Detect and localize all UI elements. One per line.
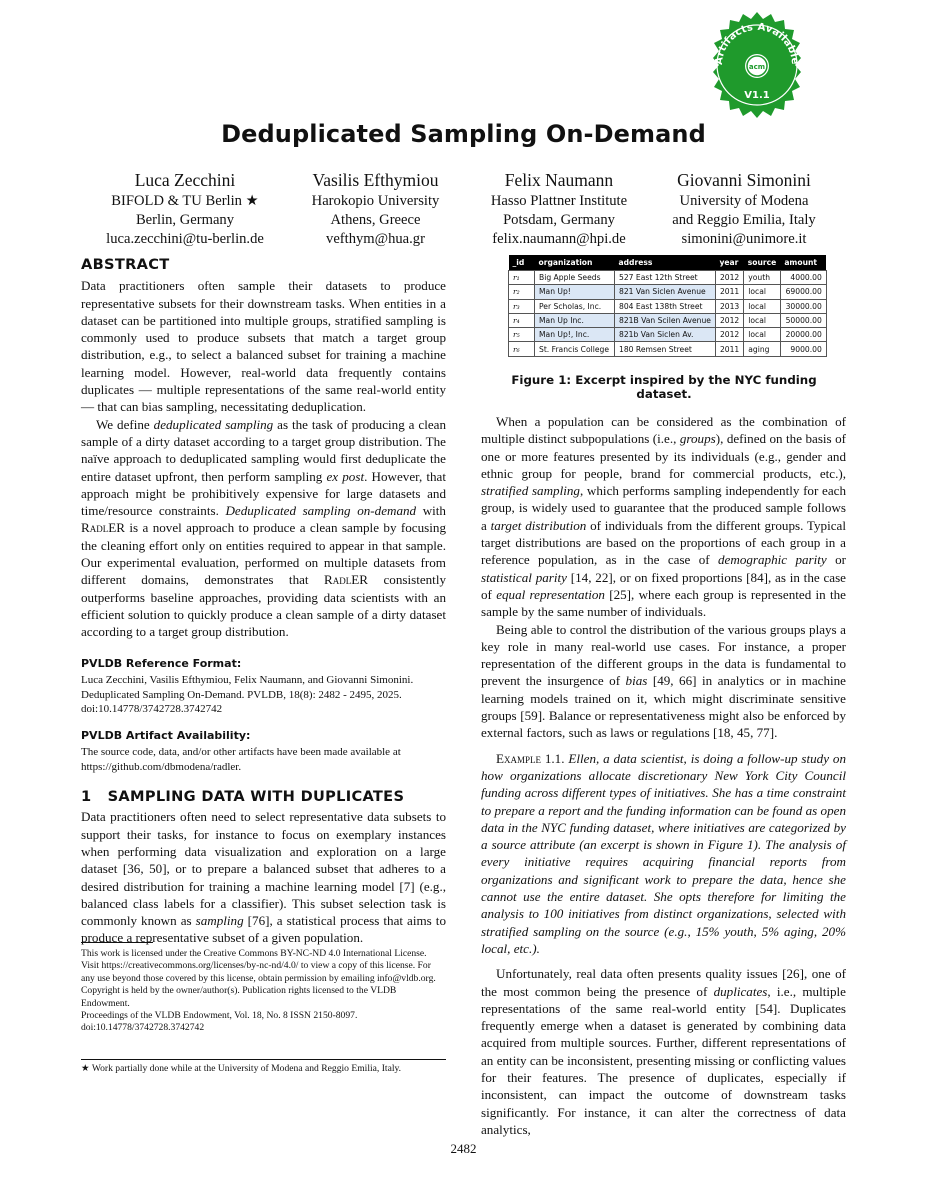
right-paragraph-3: Unfortunately, real data often presents quality issues [26], one of the most common being the presence of duplicates, i.e., multiple representations of the same real-world entity [54]. Duplicates frequently emerge when a dataset is generated by combining data acquired from multiple sources. Further, different representations of an entity can be inconsistent, presenting missing or conflicting values for their features. The presence of duplicates, especially if inconsistent, can impact the outcome of downstream tasks significantly. For instance, it can alter the correctness of data analytics, (481, 966, 846, 1137)
section-1-heading: 1 SAMPLING DATA WITH DUPLICATES (81, 788, 405, 806)
table-cell-year: 2012 (715, 271, 743, 285)
author-name: Giovanni Simonini (677, 170, 811, 190)
table-cell-org: Per Scholas, Inc. (535, 299, 615, 313)
column-header: organization (535, 255, 615, 271)
paper-title: Deduplicated Sampling On-Demand (221, 120, 706, 148)
table-cell-org: Man Up Inc. (535, 313, 615, 327)
page-number: 2482 (450, 1141, 477, 1156)
table-row (509, 313, 827, 327)
author-1 (95, 170, 275, 249)
table-row (509, 271, 827, 285)
table-row (509, 299, 827, 313)
column-header: source (744, 255, 781, 271)
table-body (509, 271, 827, 357)
example-label: Example 1.1. (496, 750, 565, 766)
table-cell-org: Big Apple Seeds (535, 271, 615, 285)
author-name: Vasilis Efthymiou (312, 170, 439, 190)
author-affiliation: Hasso Plattner Institute (490, 193, 628, 209)
right-column (481, 413, 846, 1138)
abstract-heading: ABSTRACT (81, 256, 170, 273)
section-1-paragraph: Data practitioners often need to select representative data subsets to support their tasks, for instance to focus on exemplary instances when performing data visualization and exploration on a large dataset [36, 50], or to prepare a balanced subset that adheres to a desired distribution for training a machine learning model [7] (e.g., balanced class labels for a classifier). This subset selection task is commonly known as sampling [76], a statistical process that aims to produce a representative subset of a given population. (81, 809, 446, 946)
pvldb-reference (81, 657, 446, 717)
footnote-divider (81, 1059, 446, 1060)
license-text: This work is licensed under the Creative Commons BY-NC-ND 4.0 International License. Visit https://creativecommons.org/licenses/by-nc-nd/4.0/ to view a copy of this license. For any use beyond those covered by this license, obtain permission by emailing info@vldb.org. Copyright is held by the owner/author(s). Publication rights licensed to the VLDB Endowment. (81, 948, 436, 1009)
table-cell-year: 2012 (715, 328, 743, 342)
table-cell-org: St. Francis College (535, 342, 615, 356)
author-2 (288, 170, 463, 249)
table-cell-addr: 821 Van Siclen Avenue (615, 285, 716, 299)
table-cell-source: local (744, 299, 781, 313)
doi-text: doi:10.14778/3742728.3742742 (81, 1022, 205, 1034)
badge-top-text: Artifacts Available (713, 21, 801, 66)
author-name: Felix Naumann (504, 170, 614, 190)
table-cell-addr: 527 East 12th Street (615, 271, 716, 285)
column-header: _id (509, 255, 535, 271)
right-paragraph-1: When a population can be considered as the combination of multiple distinct subpopulations (i.e., groups), defined on the basis of one or more features presented by its individuals (e.g., gender and ethnic group for people, brand for commercial products, etc.), stratified sampling, which performs sampling independently for each group, is widely used to guarantee that the produced sample follows a target distribution of individuals from the different groups. Typical target distributions are based on the proportions of each group in a reference population, as in the case of demographic parity or statistical parity [14, 22], or on fixed proportions [84], as in the case of equal representation [25], where each group is represented in the sample by the same number of individuals. (481, 414, 846, 620)
table-cell-year: 2011 (715, 285, 743, 299)
table-cell-org: Man Up!, Inc. (535, 328, 615, 342)
table-cell-year: 2012 (715, 313, 743, 327)
author-location: Berlin, Germany (135, 212, 235, 228)
table-cell-amount: 69000.00 (780, 285, 826, 299)
table-cell-source: youth (744, 271, 781, 285)
table-cell-addr: 804 East 138th Street (615, 299, 716, 313)
table-cell-amount: 4000.00 (780, 271, 826, 285)
left-column (81, 256, 446, 947)
author-affiliation: Harokopio University (311, 193, 440, 209)
table-cell-source: local (744, 285, 781, 299)
table-row (509, 342, 827, 356)
table-cell-amount: 30000.00 (780, 299, 826, 313)
table-cell-source: local (744, 328, 781, 342)
right-paragraph-2: Being able to control the distribution of the various groups plays a key role in many real-world use cases. For instance, a proper representation of the different groups in the data is fundamental to prevent the insurgence of bias [49, 66] in analytics or in machine learning models trained on it, which might discriminate sensitive groups [59]. Balance or representativeness might also be enforced by external factors, such as laws or regulations [18, 45, 77]. (481, 621, 846, 741)
table-cell-id: r₁ (509, 271, 535, 285)
author-email[interactable]: felix.naumann@hpi.de (492, 231, 626, 247)
star-footnote: ★ Work partially done while at the University of Modena and Reggio Emilia, Italy. (81, 1063, 402, 1074)
table-row (509, 328, 827, 342)
author-location: and Reggio Emilia, Italy (672, 212, 816, 228)
figure-1-caption: Figure 1: Excerpt inspired by the NYC funding dataset. (511, 373, 817, 401)
table-cell-org: Man Up! (535, 285, 615, 299)
footnote-rule (81, 942, 153, 943)
column-header: year (715, 255, 743, 271)
artifacts-available-badge (702, 10, 812, 120)
badge-acm-logo: acm (748, 63, 766, 71)
table-cell-id: r₅ (509, 328, 535, 342)
table-cell-year: 2013 (715, 299, 743, 313)
author-3 (470, 170, 648, 249)
pvldb-artifact (81, 729, 446, 775)
table-cell-amount: 50000.00 (780, 313, 826, 327)
author-email[interactable]: vefthym@hua.gr (326, 231, 425, 247)
table-row (509, 285, 827, 299)
table-cell-amount: 9000.00 (780, 342, 826, 356)
example-1-1 (481, 750, 846, 958)
column-header: address (615, 255, 716, 271)
table-cell-id: r₂ (509, 285, 535, 299)
table-cell-year: 2011 (715, 342, 743, 356)
abstract-paragraph-2: We define deduplicated sampling as the task of producing a clean sample of a dirty dataset according to a target group distribution. The naïve approach to deduplicated sampling would first deduplicate the entire dataset upfront, then perform sampling ex post. However, that approach might be prohibitively expensive for large datasets and time/resource constraints. Deduplicated sampling on-demand with RadlER is a novel approach to produce a clean sample by focusing the cleaning effort only on entities required to appear in that sample. Our experimental evaluation, performed on multiple datasets from different domains, demonstrates that RadlER consistently outperforms baseline approaches, providing data scientists with an efficient solution to quickly produce a clean sample of a dirty dataset according to a target group distribution. (81, 416, 447, 640)
example-text: Ellen, a data scientist, is doing a follow-up study on how organizations allocate discretionary New York City Council funding across different types of initiatives. She has a time constraint to prepare a report and the funding information can be found as open data in the NYC funding dataset, where initiatives are categorized by a source attribute (an excerpt is shown in Figure 1). The analysis of every initiative requires acquiring financial reports from organizations and significant work to prepare the data, hence she cannot use the entire dataset. She opts therefore for limiting the analysis to 100 initiatives from distinct organizations, selected with stratified sampling on the source (e.g., 15% youth, 5% aging, 20% local, etc.). (481, 750, 846, 956)
author-location: Potsdam, Germany (503, 212, 615, 228)
author-name: Luca Zecchini (134, 170, 236, 190)
table-cell-addr: 821b Van Siclen Av. (615, 328, 716, 342)
table-cell-source: aging (744, 342, 781, 356)
column-header: amount (780, 255, 826, 271)
table-cell-id: r₆ (509, 342, 535, 356)
table-cell-source: local (744, 313, 781, 327)
figure-1-table (508, 255, 827, 357)
author-email[interactable]: luca.zecchini@tu-berlin.de (106, 231, 264, 247)
author-4 (660, 170, 828, 249)
table-cell-amount: 20000.00 (780, 328, 826, 342)
pvldb-artifact-heading: PVLDB Artifact Availability: (81, 728, 251, 742)
pvldb-reference-text: Luca Zecchini, Vasilis Efthymiou, Felix Naumann, and Giovanni Simonini. Deduplicated Sampling On-Demand. PVLDB, 18(8): 2482 - 2495, 2025. doi:10.14778/3742728.3742742 (81, 674, 414, 716)
table-cell-addr: 180 Remsen Street (615, 342, 716, 356)
author-affiliation: BIFOLD & TU Berlin ★ (111, 193, 259, 209)
author-location: Athens, Greece (330, 212, 421, 228)
badge-version: V1.1 (744, 90, 770, 101)
license-footnote (81, 948, 446, 1035)
pvldb-reference-heading: PVLDB Reference Format: (81, 656, 242, 670)
table-cell-id: r₄ (509, 313, 535, 327)
table-header-row (509, 255, 827, 271)
abstract-paragraph-1: Data practitioners often sample their datasets to produce representative subsets for their downstream tasks. When entities in a dataset can be partitioned into multiple groups, stratified sampling is commonly used to produce subsets that match a target group distribution, e.g., to select a balanced subset for training a machine learning model. However, real-world data frequently contains duplicates — multiple representations of the same real-world entity — that can bias sampling, necessitating deduplication. (81, 278, 446, 415)
table-cell-addr: 821B Van Scilen Avenue (615, 313, 716, 327)
pvldb-artifact-text: The source code, data, and/or other artifacts have been made available at https://github.com/dbmodena/radler. (81, 746, 401, 773)
author-affiliation: University of Modena (679, 193, 809, 209)
table-cell-id: r₃ (509, 299, 535, 313)
proceedings-text: Proceedings of the VLDB Endowment, Vol. 18, No. 8 ISSN 2150-8097. (81, 1010, 358, 1022)
author-email[interactable]: simonini@unimore.it (681, 231, 807, 247)
